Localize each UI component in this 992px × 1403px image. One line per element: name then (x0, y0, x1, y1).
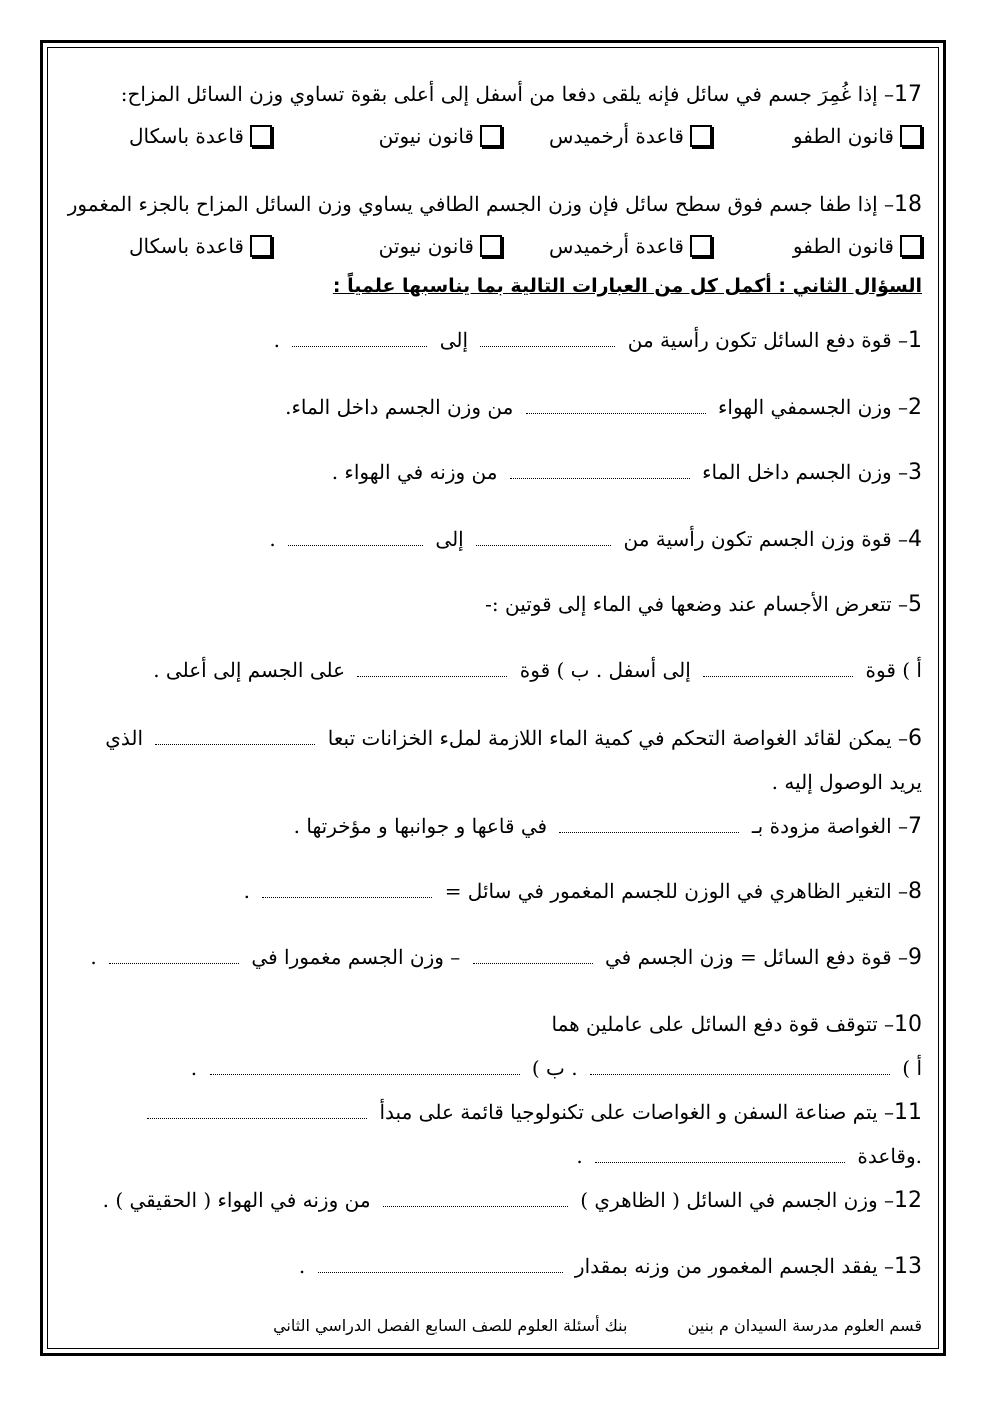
section-2-heading: السؤال الثاني : أكمل كل من العبارات التالية بما يناسبها علمياً : (332, 275, 922, 297)
question-18-options (122, 234, 922, 264)
item-10: 10– تتوقف قوة دفع السائل على عاملين هما (551, 1012, 922, 1037)
blank[interactable] (559, 816, 739, 833)
item-2: 2– وزن الجسمفي الهواء من وزن الجسم داخل الماء. (285, 395, 922, 420)
option-newton[interactable]: قانون نيوتن (379, 124, 502, 148)
blank[interactable] (292, 330, 427, 347)
item-6: 6– يمكن لقائد الغواصة التحكم في كمية الماء اللازمة لملء الخزانات تبعا الذي (105, 726, 922, 751)
blank[interactable] (262, 881, 432, 898)
item-3: 3– وزن الجسم داخل الماء من وزنه في الهواء . (331, 460, 922, 485)
checkbox-icon[interactable] (900, 125, 922, 147)
checkbox-icon[interactable] (690, 125, 712, 147)
item-5-parts: أ ) قوة إلى أسفل . ب ) قوة على الجسم إلى أعلى . (153, 658, 922, 682)
blank[interactable] (473, 947, 593, 964)
item-12: 12– وزن الجسم في السائل ( الظاهري ) من وزنه في الهواء ( الحقيقي ) . (102, 1188, 922, 1213)
blank[interactable] (318, 1256, 563, 1273)
blank[interactable] (595, 1146, 845, 1163)
item-1: 1– قوة دفع السائل تكون رأسية من إلى . (273, 328, 922, 353)
question-18: 18– إذا طفا جسم فوق سطح سائل فإن وزن الجسم الطافي يساوي وزن السائل المزاح بالجزء المغمور (67, 192, 922, 217)
blank[interactable] (288, 529, 423, 546)
blank[interactable] (155, 728, 315, 745)
footer (273, 1316, 922, 1335)
item-6-continued: يريد الوصول إليه . (771, 770, 922, 794)
checkbox-icon[interactable] (480, 125, 502, 147)
checkbox-icon[interactable] (690, 235, 712, 257)
checkbox-icon[interactable] (480, 235, 502, 257)
option-newton[interactable]: قانون نيوتن (379, 234, 502, 258)
footer-department: قسم العلوم مدرسة السيدان م بنين (687, 1316, 922, 1335)
blank[interactable] (210, 1058, 520, 1075)
blank[interactable] (510, 462, 690, 479)
item-5: 5– تتعرض الأجسام عند وضعها في الماء إلى قوتين :- (485, 592, 922, 617)
item-10-parts: أ ) . ب ) . (190, 1056, 922, 1080)
item-13: 13– يفقد الجسم المغمور من وزنه بمقدار . (298, 1254, 922, 1279)
checkbox-icon[interactable] (250, 125, 272, 147)
blank[interactable] (703, 660, 853, 677)
blank[interactable] (147, 1102, 367, 1119)
blank[interactable] (480, 330, 615, 347)
option-buoyancy-law[interactable]: قانون الطفو (793, 124, 922, 148)
blank[interactable] (357, 660, 507, 677)
item-8: 8– التغير الظاهري في الوزن للجسم المغمور في سائل = . (243, 879, 922, 904)
item-4: 4– قوة وزن الجسم تكون رأسية من إلى . (269, 527, 922, 552)
blank[interactable] (476, 529, 611, 546)
option-archimedes[interactable]: قاعدة أرخميدس (549, 234, 712, 258)
item-11: 11– يتم صناعة السفن و الغواصات على تكنولوجيا قائمة على مبدأ (141, 1098, 922, 1127)
checkbox-icon[interactable] (250, 235, 272, 257)
checkbox-icon[interactable] (900, 235, 922, 257)
option-pascal[interactable]: قاعدة باسكال (129, 234, 272, 258)
option-buoyancy-law[interactable]: قانون الطفو (793, 234, 922, 258)
item-11-continued: .وقاعدة . (576, 1144, 922, 1168)
blank[interactable] (590, 1058, 890, 1075)
blank[interactable] (526, 397, 706, 414)
item-7: 7– الغواصة مزودة بـ في قاعها و جوانبها و مؤخرتها . (293, 814, 922, 839)
item-9: 9– قوة دفع السائل = وزن الجسم في – وزن الجسم مغمورا في . (90, 945, 922, 970)
option-pascal[interactable]: قاعدة باسكال (129, 124, 272, 148)
question-17-options (122, 124, 922, 154)
blank[interactable] (109, 947, 239, 964)
blank[interactable] (383, 1190, 568, 1207)
footer-title: بنك أسئلة العلوم للصف السابع الفصل الدراسي الثاني (273, 1316, 628, 1335)
option-archimedes[interactable]: قاعدة أرخميدس (549, 124, 712, 148)
question-17: 17– إذا غُمِرَ جسم في سائل فإنه يلقى دفعا من أسفل إلى أعلى بقوة تساوي وزن السائل المزاح: (120, 82, 922, 107)
